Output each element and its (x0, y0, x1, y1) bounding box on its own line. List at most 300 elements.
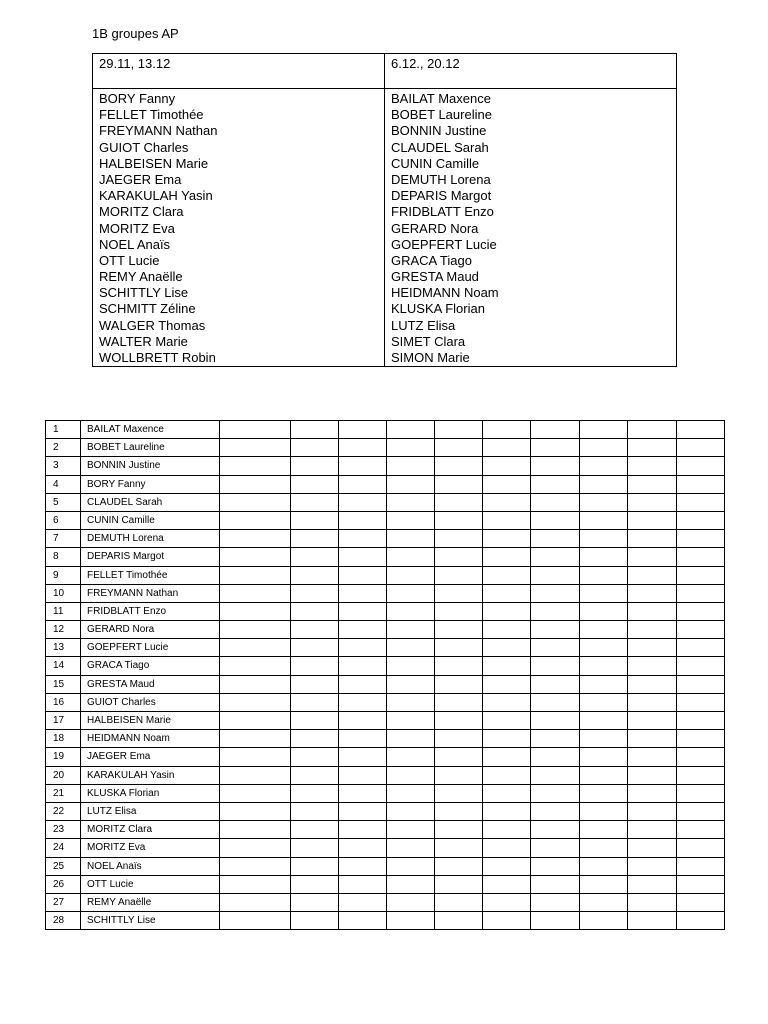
roster-empty-cell (531, 875, 580, 893)
roster-empty-cell (387, 857, 435, 875)
roster-empty-cell (531, 839, 580, 857)
roster-empty-cell (483, 439, 531, 457)
roster-empty-cell (387, 639, 435, 657)
roster-empty-cell (291, 857, 339, 875)
roster-row (46, 457, 725, 475)
roster-empty-cell (291, 621, 339, 639)
roster-number: 18 (46, 730, 81, 748)
roster-empty-cell (628, 511, 677, 529)
roster-empty-cell (435, 802, 483, 820)
roster-empty-cell (291, 675, 339, 693)
roster-empty-cell (387, 530, 435, 548)
roster-number: 20 (46, 766, 81, 784)
roster-student-name: MORITZ Eva (81, 839, 220, 857)
roster-student-name: REMY Anaëlle (81, 893, 220, 911)
roster-empty-cell (291, 912, 339, 930)
group2-student-name: BAILAT Maxence (391, 91, 491, 106)
roster-empty-cell (580, 693, 628, 711)
roster-empty-cell (291, 566, 339, 584)
roster-empty-cell (531, 802, 580, 820)
roster-empty-cell (291, 766, 339, 784)
group1-student-name: WALTER Marie (99, 333, 188, 349)
roster-empty-cell (580, 439, 628, 457)
roster-empty-cell (483, 893, 531, 911)
roster-empty-cell (339, 621, 387, 639)
roster-empty-cell (291, 839, 339, 857)
roster-empty-cell (580, 530, 628, 548)
roster-empty-cell (531, 693, 580, 711)
roster-empty-cell (580, 511, 628, 529)
roster-empty-cell (339, 493, 387, 511)
roster-student-name: BOBET Laureline (81, 439, 220, 457)
roster-empty-cell (387, 602, 435, 620)
roster-empty-cell (483, 657, 531, 675)
roster-empty-cell (531, 857, 580, 875)
roster-empty-cell (628, 584, 677, 602)
roster-empty-cell (291, 493, 339, 511)
roster-empty-cell (483, 675, 531, 693)
roster-empty-cell (339, 421, 387, 439)
roster-student-name: HEIDMANN Noam (81, 730, 220, 748)
roster-empty-cell (339, 457, 387, 475)
roster-empty-cell (339, 548, 387, 566)
roster-empty-cell (220, 566, 291, 584)
roster-empty-cell (387, 621, 435, 639)
roster-empty-cell (628, 475, 677, 493)
roster-empty-cell (580, 584, 628, 602)
roster-empty-cell (220, 511, 291, 529)
roster-row (46, 548, 725, 566)
group2-student-name: GOEPFERT Lucie (391, 236, 497, 252)
roster-empty-cell (580, 748, 628, 766)
roster-empty-cell (339, 439, 387, 457)
roster-empty-cell (291, 784, 339, 802)
roster-empty-cell (677, 893, 725, 911)
roster-empty-cell (387, 712, 435, 730)
roster-empty-cell (483, 784, 531, 802)
roster-empty-cell (677, 457, 725, 475)
roster-empty-cell (531, 730, 580, 748)
roster-empty-cell (291, 875, 339, 893)
roster-empty-cell (435, 511, 483, 529)
roster-empty-cell (677, 421, 725, 439)
roster-empty-cell (220, 802, 291, 820)
roster-empty-cell (628, 657, 677, 675)
group2-header: 6.12., 20.12 (385, 54, 677, 89)
roster-row (46, 839, 725, 857)
roster-empty-cell (531, 457, 580, 475)
roster-empty-cell (580, 839, 628, 857)
roster-empty-cell (483, 457, 531, 475)
group1-student-name: SCHMITT Zéline (99, 301, 196, 317)
roster-empty-cell (483, 766, 531, 784)
group2-student-name: BONNIN Justine (391, 123, 487, 139)
roster-empty-cell (220, 766, 291, 784)
roster-empty-cell (339, 511, 387, 529)
roster-empty-cell (387, 875, 435, 893)
roster-empty-cell (628, 875, 677, 893)
roster-empty-cell (220, 675, 291, 693)
roster-empty-cell (387, 675, 435, 693)
roster-empty-cell (677, 639, 725, 657)
groups-body-row (93, 89, 677, 367)
roster-empty-cell (531, 639, 580, 657)
roster-row (46, 893, 725, 911)
roster-student-name: GRACA Tiago (81, 657, 220, 675)
roster-empty-cell (339, 475, 387, 493)
roster-empty-cell (339, 566, 387, 584)
roster-empty-cell (220, 584, 291, 602)
roster-student-name: FELLET Timothée (81, 566, 220, 584)
roster-empty-cell (387, 839, 435, 857)
roster-empty-cell (531, 675, 580, 693)
roster-empty-cell (628, 821, 677, 839)
roster-student-name: KLUSKA Florian (81, 784, 220, 802)
roster-student-name: HALBEISEN Marie (81, 712, 220, 730)
roster-empty-cell (628, 857, 677, 875)
roster-number: 21 (46, 784, 81, 802)
roster-student-name: GRESTA Maud (81, 675, 220, 693)
roster-empty-cell (580, 475, 628, 493)
roster-empty-cell (387, 421, 435, 439)
roster-empty-cell (483, 421, 531, 439)
roster-row (46, 802, 725, 820)
roster-empty-cell (339, 802, 387, 820)
roster-row (46, 657, 725, 675)
roster-number: 7 (46, 530, 81, 548)
roster-empty-cell (220, 602, 291, 620)
roster-empty-cell (291, 548, 339, 566)
roster-empty-cell (220, 857, 291, 875)
group1-student-name: REMY Anaëlle (99, 269, 183, 285)
roster-empty-cell (483, 584, 531, 602)
roster-empty-cell (628, 766, 677, 784)
roster-empty-cell (339, 712, 387, 730)
roster-empty-cell (291, 693, 339, 711)
roster-empty-cell (435, 893, 483, 911)
roster-empty-cell (435, 730, 483, 748)
roster-empty-cell (291, 802, 339, 820)
roster-number: 14 (46, 657, 81, 675)
roster-row (46, 875, 725, 893)
roster-empty-cell (220, 657, 291, 675)
roster-empty-cell (580, 875, 628, 893)
roster-empty-cell (580, 912, 628, 930)
roster-empty-cell (220, 912, 291, 930)
roster-empty-cell (677, 493, 725, 511)
roster-empty-cell (291, 530, 339, 548)
group1-student-name: NOEL Anaïs (99, 236, 171, 252)
roster-student-name: JAEGER Ema (81, 748, 220, 766)
roster-row (46, 439, 725, 457)
roster-empty-cell (387, 493, 435, 511)
roster-student-name: BORY Fanny (81, 475, 220, 493)
roster-empty-cell (435, 875, 483, 893)
roster-number: 23 (46, 821, 81, 839)
roster-empty-cell (435, 784, 483, 802)
roster-empty-cell (677, 657, 725, 675)
roster-row (46, 730, 725, 748)
roster-empty-cell (483, 511, 531, 529)
roster-empty-cell (580, 821, 628, 839)
roster-empty-cell (677, 748, 725, 766)
roster-empty-cell (628, 457, 677, 475)
group1-student-name: FELLET Timothée (99, 107, 204, 123)
roster-empty-cell (580, 857, 628, 875)
roster-empty-cell (220, 730, 291, 748)
roster-empty-cell (628, 748, 677, 766)
roster-empty-cell (580, 639, 628, 657)
roster-empty-cell (387, 566, 435, 584)
roster-empty-cell (677, 857, 725, 875)
roster-row (46, 602, 725, 620)
roster-empty-cell (628, 493, 677, 511)
roster-empty-cell (580, 548, 628, 566)
roster-student-name: SCHITTLY Lise (81, 912, 220, 930)
roster-row (46, 621, 725, 639)
roster-empty-cell (483, 857, 531, 875)
group1-student-name: OTT Lucie (99, 252, 160, 268)
group1-names (93, 89, 385, 367)
group1-student-name: GUIOT Charles (99, 139, 189, 155)
roster-empty-cell (628, 912, 677, 930)
roster-row (46, 693, 725, 711)
roster-empty-cell (677, 530, 725, 548)
group1-student-name: WOLLBRETT Robin (99, 350, 216, 365)
roster-empty-cell (291, 602, 339, 620)
roster-empty-cell (580, 784, 628, 802)
roster-empty-cell (291, 439, 339, 457)
roster-empty-cell (387, 584, 435, 602)
roster-row (46, 639, 725, 657)
roster-empty-cell (220, 748, 291, 766)
roster-student-name: DEPARIS Margot (81, 548, 220, 566)
roster-empty-cell (677, 602, 725, 620)
roster-empty-cell (531, 530, 580, 548)
roster-empty-cell (291, 457, 339, 475)
group2-student-name: FRIDBLATT Enzo (391, 204, 494, 220)
roster-empty-cell (435, 639, 483, 657)
roster-empty-cell (291, 712, 339, 730)
roster-empty-cell (291, 475, 339, 493)
roster-number: 1 (46, 421, 81, 439)
roster-row (46, 784, 725, 802)
roster-empty-cell (628, 621, 677, 639)
group1-student-name: BORY Fanny (99, 91, 176, 106)
group2-student-name: SIMON Marie (391, 350, 470, 365)
roster-empty-cell (220, 821, 291, 839)
roster-empty-cell (483, 912, 531, 930)
roster-empty-cell (580, 421, 628, 439)
roster-empty-cell (435, 602, 483, 620)
roster-empty-cell (339, 639, 387, 657)
roster-empty-cell (531, 657, 580, 675)
roster-empty-cell (628, 566, 677, 584)
roster-empty-cell (220, 548, 291, 566)
roster-empty-cell (435, 839, 483, 857)
group2-student-name: GRACA Tiago (391, 252, 472, 268)
roster-empty-cell (628, 602, 677, 620)
roster-empty-cell (435, 566, 483, 584)
roster-empty-cell (339, 857, 387, 875)
roster-empty-cell (387, 748, 435, 766)
roster-empty-cell (483, 821, 531, 839)
roster-empty-cell (435, 657, 483, 675)
roster-empty-cell (531, 421, 580, 439)
roster-number: 19 (46, 748, 81, 766)
roster-row (46, 530, 725, 548)
roster-empty-cell (580, 566, 628, 584)
roster-empty-cell (483, 475, 531, 493)
roster-empty-cell (677, 584, 725, 602)
roster-empty-cell (531, 584, 580, 602)
roster-empty-cell (628, 802, 677, 820)
roster-empty-cell (677, 548, 725, 566)
roster-number: 22 (46, 802, 81, 820)
roster-table (45, 420, 725, 930)
roster-empty-cell (220, 784, 291, 802)
roster-empty-cell (339, 693, 387, 711)
roster-empty-cell (677, 566, 725, 584)
roster-empty-cell (387, 693, 435, 711)
roster-empty-cell (435, 621, 483, 639)
roster-row (46, 766, 725, 784)
roster-number: 11 (46, 602, 81, 620)
roster-empty-cell (580, 802, 628, 820)
group2-student-name: LUTZ Elisa (391, 317, 456, 333)
roster-empty-cell (580, 730, 628, 748)
roster-empty-cell (531, 821, 580, 839)
roster-empty-cell (339, 530, 387, 548)
roster-student-name: CLAUDEL Sarah (81, 493, 220, 511)
roster-empty-cell (387, 893, 435, 911)
roster-empty-cell (531, 493, 580, 511)
roster-empty-cell (220, 475, 291, 493)
roster-number: 15 (46, 675, 81, 693)
roster-empty-cell (628, 839, 677, 857)
group2-student-name: GRESTA Maud (391, 269, 479, 285)
roster-empty-cell (291, 511, 339, 529)
roster-empty-cell (531, 602, 580, 620)
roster-empty-cell (435, 693, 483, 711)
roster-number: 9 (46, 566, 81, 584)
roster-empty-cell (387, 548, 435, 566)
roster-empty-cell (339, 839, 387, 857)
group1-header: 29.11, 13.12 (93, 54, 385, 89)
roster-empty-cell (291, 893, 339, 911)
roster-row (46, 584, 725, 602)
roster-empty-cell (291, 821, 339, 839)
roster-empty-cell (483, 548, 531, 566)
roster-empty-cell (483, 493, 531, 511)
roster-empty-cell (435, 439, 483, 457)
roster-empty-cell (435, 421, 483, 439)
roster-empty-cell (677, 875, 725, 893)
roster-empty-cell (339, 912, 387, 930)
roster-empty-cell (339, 675, 387, 693)
roster-empty-cell (339, 875, 387, 893)
roster-empty-cell (435, 748, 483, 766)
group1-student-name: HALBEISEN Marie (99, 155, 209, 171)
roster-empty-cell (677, 784, 725, 802)
roster-empty-cell (531, 621, 580, 639)
roster-number: 13 (46, 639, 81, 657)
roster-empty-cell (628, 784, 677, 802)
groups-header-row (93, 54, 677, 89)
roster-empty-cell (580, 621, 628, 639)
roster-student-name: DEMUTH Lorena (81, 530, 220, 548)
roster-student-name: BAILAT Maxence (81, 421, 220, 439)
roster-empty-cell (291, 657, 339, 675)
roster-empty-cell (220, 457, 291, 475)
roster-empty-cell (628, 439, 677, 457)
roster-empty-cell (435, 712, 483, 730)
roster-empty-cell (339, 821, 387, 839)
roster-empty-cell (677, 475, 725, 493)
group1-student-name: MORITZ Clara (99, 204, 184, 220)
group2-student-name: CLAUDEL Sarah (391, 139, 489, 155)
roster-empty-cell (291, 584, 339, 602)
roster-number: 24 (46, 839, 81, 857)
roster-student-name: MORITZ Clara (81, 821, 220, 839)
roster-empty-cell (387, 457, 435, 475)
roster-empty-cell (339, 766, 387, 784)
roster-empty-cell (435, 675, 483, 693)
roster-empty-cell (220, 639, 291, 657)
group1-student-name: FREYMANN Nathan (99, 123, 218, 139)
roster-number: 5 (46, 493, 81, 511)
roster-empty-cell (220, 439, 291, 457)
roster-empty-cell (483, 621, 531, 639)
roster-empty-cell (580, 657, 628, 675)
roster-empty-cell (483, 693, 531, 711)
roster-empty-cell (435, 857, 483, 875)
roster-empty-cell (628, 639, 677, 657)
roster-empty-cell (677, 730, 725, 748)
roster-number: 17 (46, 712, 81, 730)
group2-student-name: DEMUTH Lorena (391, 171, 491, 187)
roster-empty-cell (435, 530, 483, 548)
group2-student-name: DEPARIS Margot (391, 188, 492, 204)
roster-empty-cell (483, 730, 531, 748)
roster-empty-cell (531, 566, 580, 584)
roster-number: 6 (46, 511, 81, 529)
roster-empty-cell (483, 530, 531, 548)
group2-student-name: CUNIN Camille (391, 155, 480, 171)
roster-empty-cell (628, 548, 677, 566)
roster-empty-cell (628, 693, 677, 711)
group1-student-name: KARAKULAH Yasin (99, 188, 213, 204)
roster-empty-cell (387, 802, 435, 820)
roster-student-name: FREYMANN Nathan (81, 584, 220, 602)
roster-number: 3 (46, 457, 81, 475)
roster-number: 25 (46, 857, 81, 875)
roster-empty-cell (677, 693, 725, 711)
roster-empty-cell (628, 712, 677, 730)
roster-student-name: GERARD Nora (81, 621, 220, 639)
roster-row (46, 912, 725, 930)
roster-empty-cell (677, 821, 725, 839)
roster-row (46, 748, 725, 766)
roster-empty-cell (435, 548, 483, 566)
group2-student-name: BOBET Laureline (391, 107, 492, 123)
roster-empty-cell (483, 639, 531, 657)
roster-number: 8 (46, 548, 81, 566)
roster-number: 12 (46, 621, 81, 639)
roster-empty-cell (628, 675, 677, 693)
roster-empty-cell (531, 712, 580, 730)
roster-empty-cell (677, 766, 725, 784)
